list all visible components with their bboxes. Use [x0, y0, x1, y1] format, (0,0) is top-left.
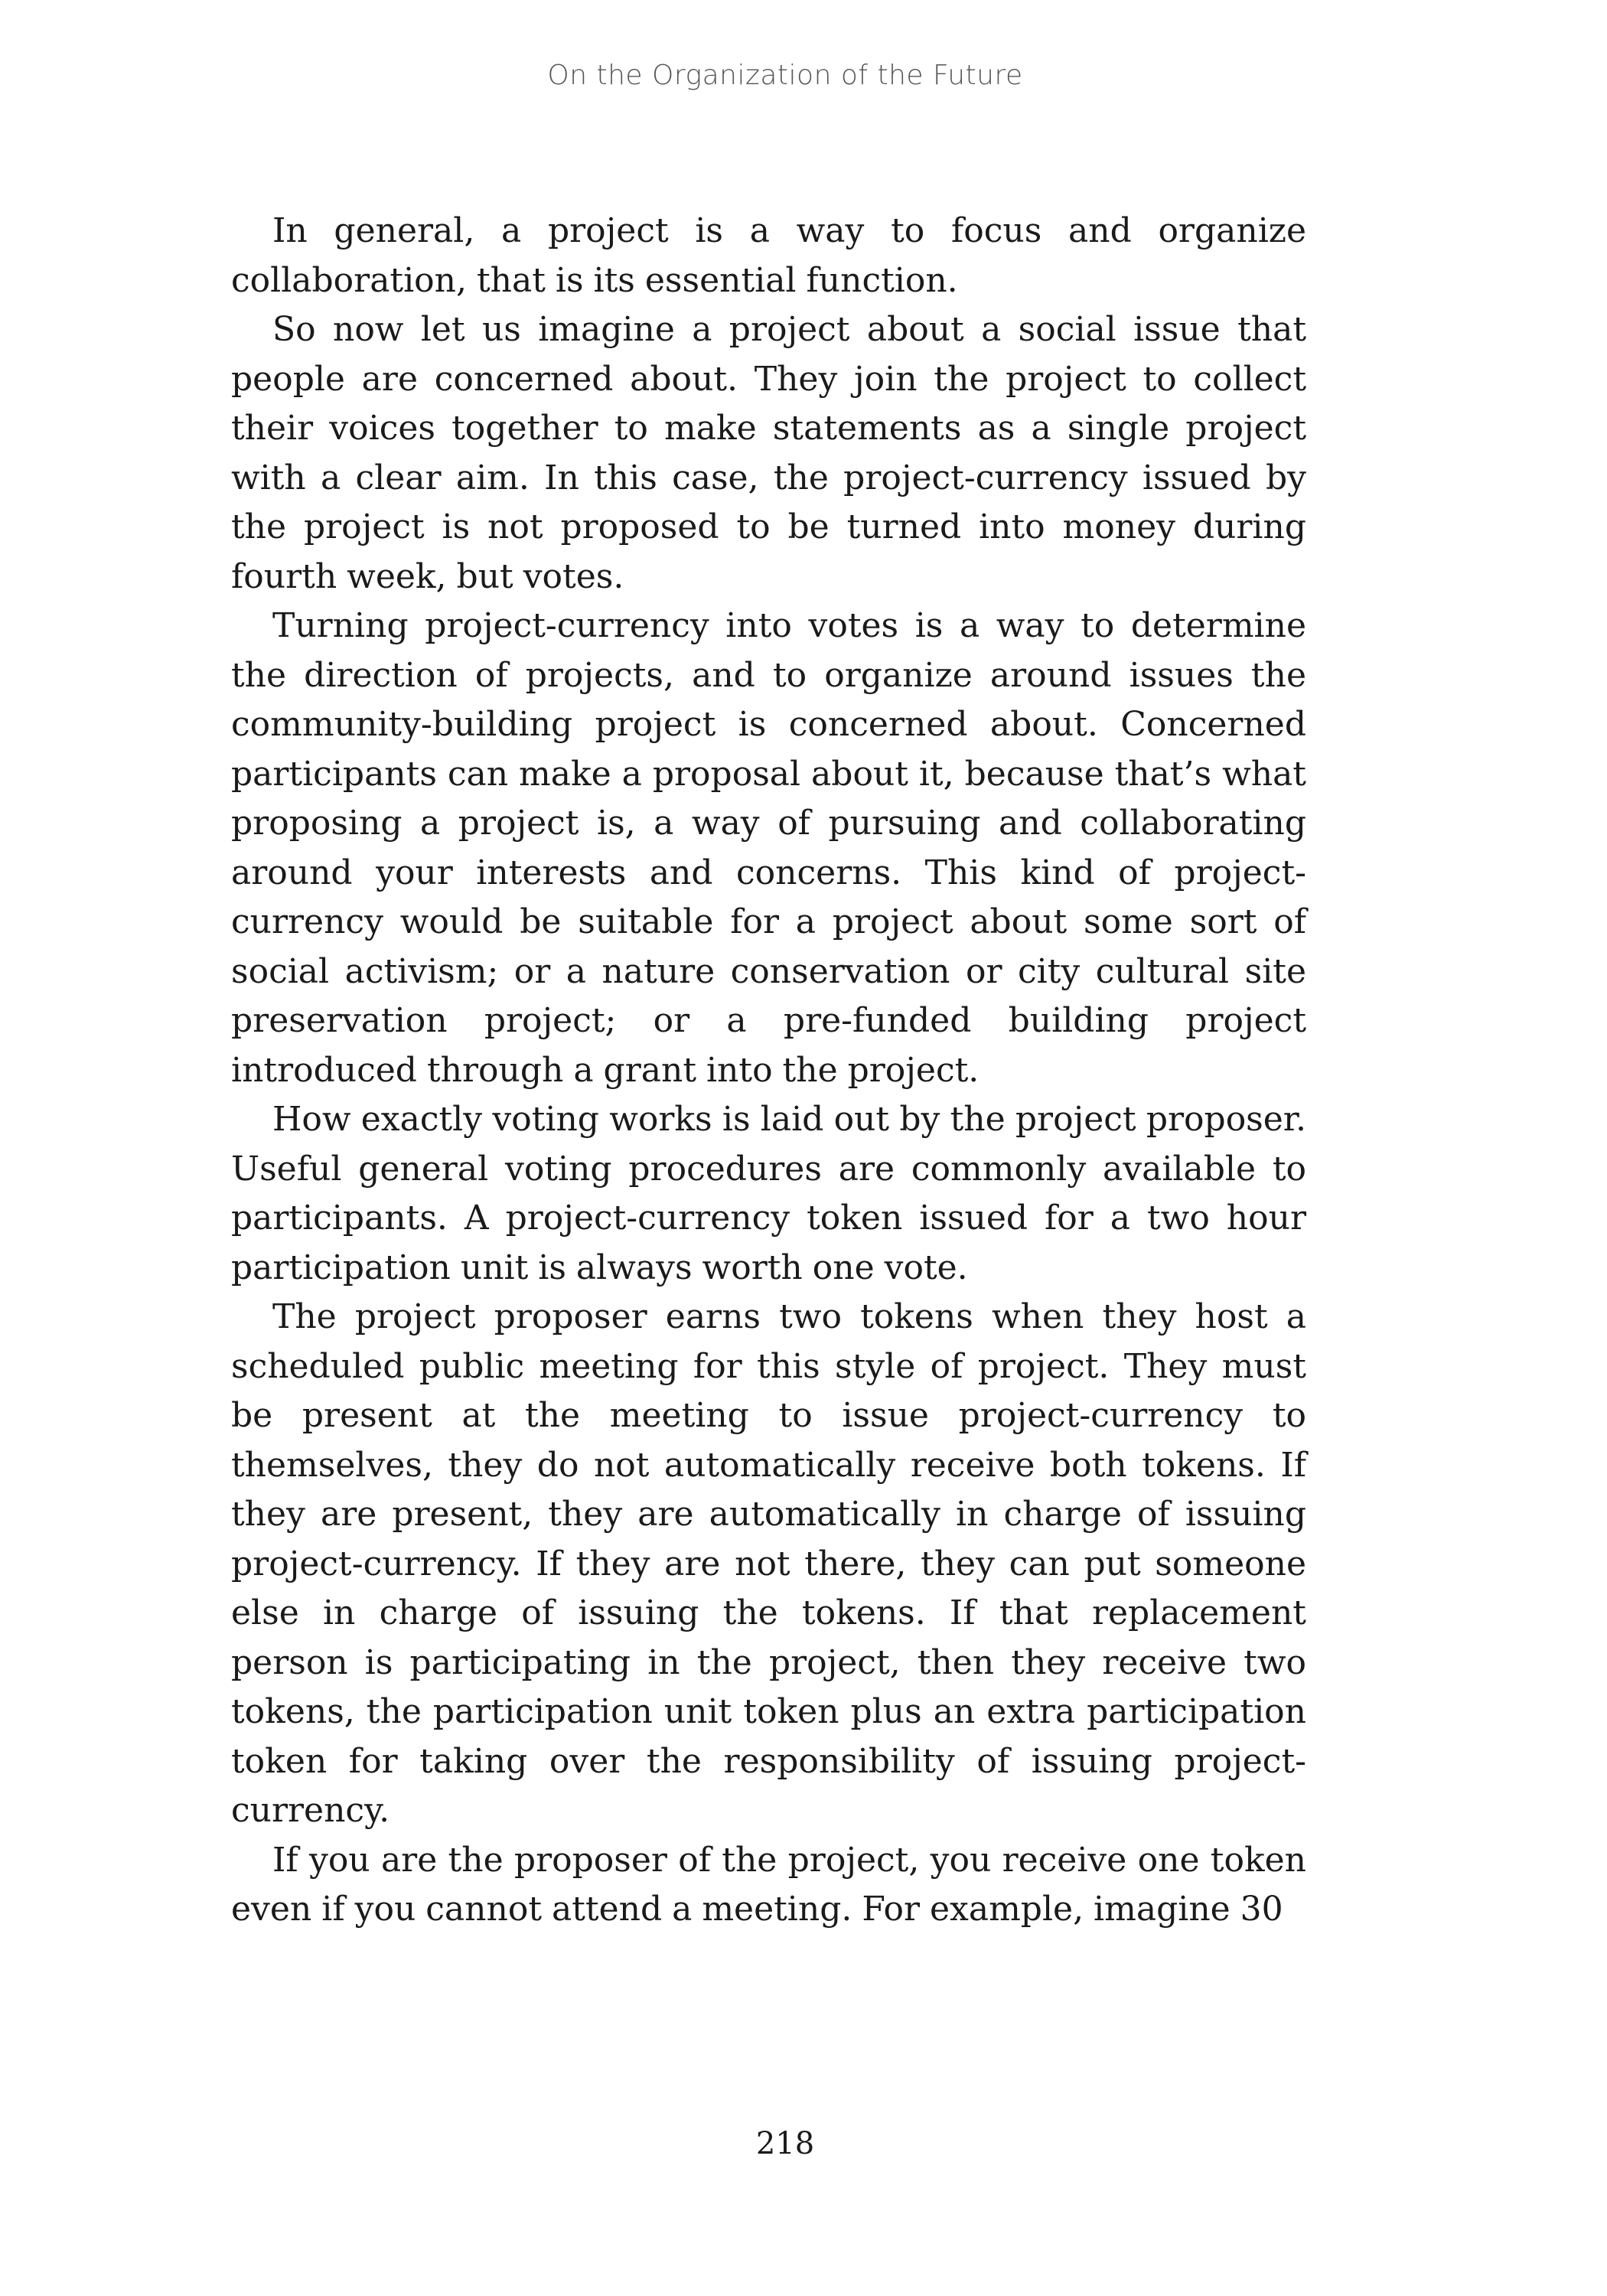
body-text: [231, 207, 1306, 1935]
paragraph: In general, a project is a way to focus and organize collaboration, that is its essential function.: [231, 211, 1306, 300]
paragraph: The project proposer earns two tokens when they host a scheduled public meeting for this style of project. They must be present at the meeting to issue project-currency to themselves, they do not automatically receive both tokens. If they are present, they are automatically in charge of issuing project-currency. If they are not there, they can put someone else in charge of issuing the tokens. If that replacement person is participating in the project, then they receive two tokens, the participation unit token plus an extra participation token for taking over the responsibility of issuing project-currency.: [231, 1297, 1306, 1830]
paragraph: How exactly voting works is laid out by the project proposer. Useful general voting procedures are commonly available to participants. A project-currency token issued for a two hour participation unit is always worth one vote.: [231, 1100, 1306, 1287]
page-number: 218: [755, 2126, 815, 2161]
paragraph: Turning project-currency into votes is a way to determine the direction of projects, and to organize around issues the community-building project is concerned about. Concerned participants can make a proposal about it, because that’s what proposing a project is, a way of pursuing and collaborating around your interests and concerns. This kind of project-currency would be suitable for a project about some sort of social activism; or a nature conservation or city cultural site preservation project; or a pre-funded building project introduced through a grant into the project.: [231, 606, 1306, 1090]
paragraph: If you are the proposer of the project, you receive one token even if you cannot attend a meeting. For example, imagine 30: [231, 1840, 1306, 1929]
paragraph: So now let us imagine a project about a social issue that people are concerned about. They join the project to collect their voices together to make statements as a single project with a clear aim. In this case, the project-currency issued by the project is not proposed to be turned into money during fourth week, but votes.: [231, 310, 1306, 596]
running-title: On the Organization of the Future: [547, 60, 1023, 91]
